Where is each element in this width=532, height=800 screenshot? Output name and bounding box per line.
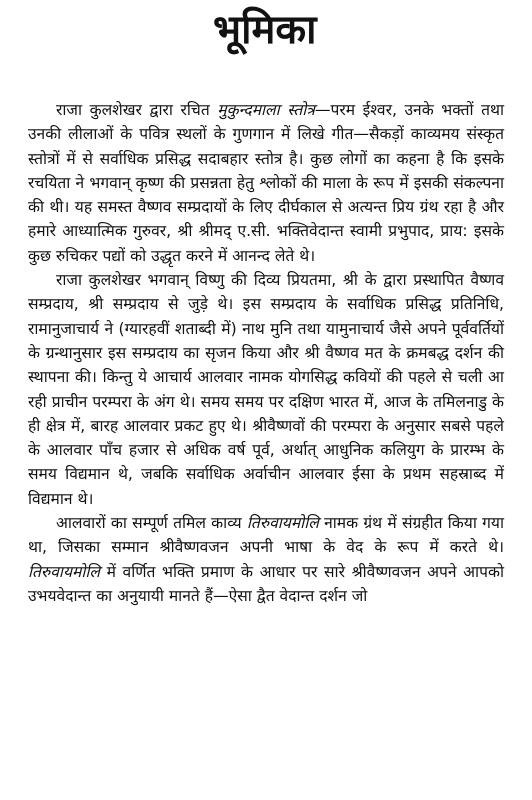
paragraph-2-text: राजा कुलशेखर भगवान् विष्णु की दिव्य प्रियतमा, श्री के द्वारा प्रस्थापित वैष्णव सम्प्रदाय, श्री सम्प्रदाय से जुड़े थे। इस सम्प्रदाय के सर्वाधिक प्रसिद्ध प्रतिनिधि, रामानुजाचार्य ने (ग्यारहवीं शताब्दी में) नाथ मुनि तथा यामुनाचार्य जैसे अपने पूर्ववर्तियों के ग्रन्थानुसार इस सम्प्रदाय का सृजन किया और श्री वैष्णव मत के क्रमबद्ध दर्शन की स्थापना की। किन्तु ये आचार्य आलवार नामक योगसिद्ध कवियों की पहले से चली आ रही प्राचीन परम्परा के अंग थे। समय समय पर दक्षिण भारत में, आज के तमिलनाडु के ही क्षेत्र में, बारह आलवार प्रकट हुए थे। श्रीवैष्णवों की परम्परा के अनुसार सबसे पहले के आलवार पाँच हजार से अधिक वर्ष पूर्व, अर्थात् आधुनिक कलियुग के प्रारम्भ के समय विद्यमान थे, जबकि सर्वाधिक अर्वाचीन आलवार ईसा के प्रथम सहस्राब्द में विद्यमान थे। <box>28 271 504 508</box>
work-title-mukundamala: मुकुन्दमाला स्तोत्र <box>217 101 315 119</box>
page-title: भूमिका <box>213 7 317 53</box>
paragraph-1-text-a: राजा कुलशेखर द्वारा रचित <box>56 101 218 119</box>
paragraph-3-text-a: आलवारों का सम्पूर्ण तमिल काव्य <box>56 514 247 533</box>
body-text <box>28 98 504 608</box>
paragraph-3-text-e: में वर्णित भक्ति प्रमाण के आधार पर सारे श्रीवैष्णवजन अपने आपको उभयवेदान्त का अनुयायी मानते हैं—ऐसा द्वैत वेदान्त दर्शन जो <box>28 562 504 605</box>
paragraph-2 <box>28 268 504 511</box>
paragraph-3 <box>28 511 504 608</box>
work-title-tiruvaymoli-2: तिरुवायमोलि <box>28 562 100 581</box>
paragraph-1-text-c: —परम ईश्वर, उनके भक्तों तथा उनकी लीलाओं के पवित्र स्थलों के गुणगान में लिखे गीत—सैकड़ों काव्यमय संस्कृत स्तोत्रों में से सर्वाधिक प्रसिद्ध सदाबहार स्तोत्र है। कुछ लोगों का कहना है कि इसके रचयिता ने भगवान् कृष्ण की प्रसन्नता हेतु श्लोकों की माला के रूप में इसकी संकल्पना की थी। यह समस्त वैष्णव सम्प्रदायों के लिए दीर्घकाल से अत्यन्त प्रिय ग्रंथ रहा है और हमारे आध्यात्मिक गुरुवर, श्री श्रीमद् ए.सी. भक्तिवेदान्त स्वामी प्रभुपाद, प्राय: इसके कुछ रुचिकर पद्यों को उद्धृत करने में आनन्द लेते थे। <box>28 101 504 265</box>
paragraph-1 <box>28 98 504 268</box>
paragraph-3-text-c: नामक ग्रंथ में संग्रहीत किया गया था, जिसका सम्मान श्रीवैष्णवजन अपनी भाषा के वेद के रूप में करते थे। <box>28 514 504 557</box>
work-title-tiruvaymoli: तिरुवायमोलि <box>246 514 319 533</box>
